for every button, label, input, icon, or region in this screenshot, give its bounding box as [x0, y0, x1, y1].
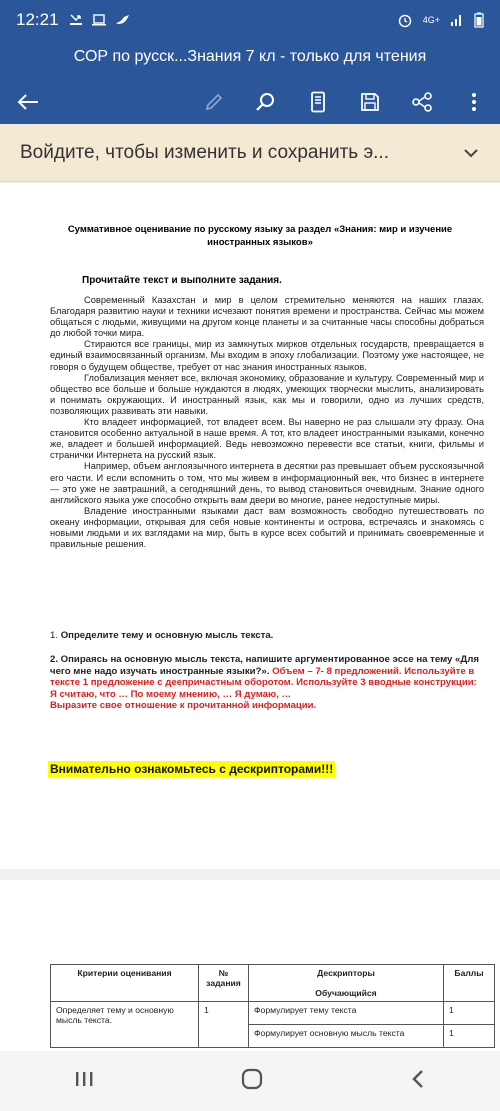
table-row — [51, 1002, 495, 1025]
header-task-no: № задания — [199, 965, 249, 1002]
laptop-icon — [91, 13, 107, 27]
question-2 — [50, 654, 480, 712]
edit-button[interactable] — [188, 80, 240, 124]
reading-view-button[interactable] — [292, 80, 344, 124]
header-descriptors — [249, 965, 444, 1002]
question-1-text: Определите тему и основную мысль текста. — [60, 630, 274, 641]
paragraph: Современный Казахстан и мир в целом стремительно меняются на наших глазах. Благодаря развитию науки и техники исчезают понятия времени и пространства. Сейчас мы можем общаться с людьми, живущими на другом конце планеты и за считанные часы способны добраться до любой точки мира. — [50, 295, 484, 339]
header-criteria: Критерии оценивания — [51, 965, 199, 1002]
cell-task-no: 1 — [199, 1002, 249, 1048]
paragraph: Глобализация меняет все, включая экономику, образование и культуру. Современный мир и общество все больше и больше нуждаются в людях, умеющих творчески мыслить, анализировать и понимать окружающих. И иностранный язык, как мы и говорили, одно из лучших средств, позволяющих развивать эти навыки. — [50, 372, 484, 416]
chevron-left-icon — [409, 1068, 427, 1090]
cell-criteria: Определяет тему и основную мысль текста. — [51, 1002, 199, 1048]
chevron-down-icon[interactable] — [462, 147, 480, 159]
cell-points: 1 — [444, 1025, 495, 1048]
save-button[interactable] — [344, 80, 396, 124]
header-points: Баллы — [444, 965, 495, 1002]
banner-text: Войдите, чтобы изменить и сохранить э... — [20, 141, 389, 163]
more-vertical-icon — [470, 91, 478, 113]
cell-descriptor: Формулирует основную мысль текста — [249, 1025, 444, 1048]
criteria-table — [50, 964, 495, 1048]
document-name: СОР по русск...Знания 7 кл - только для чтения — [73, 48, 427, 65]
question-2-opinion: Выразите свое отношение к прочитанной информации. — [50, 700, 317, 712]
toolbar-actions — [188, 80, 500, 124]
share-icon — [411, 91, 433, 113]
paragraph: Владение иностранными языками даст вам возможность свободно путешествовать по океану информации, открывая для себя новые континенты и острова, встречаясь и знакомясь с новыми людьми и их взглядами на мир, быть в курсе всех событий и принимать своевременные и правильные решения. — [50, 505, 484, 550]
document-title-bar — [0, 40, 500, 80]
network-type: 4G+ — [422, 15, 440, 25]
question-1 — [50, 630, 273, 641]
more-options-button[interactable] — [448, 80, 500, 124]
back-nav-button[interactable] — [409, 1068, 427, 1095]
arrow-left-icon — [16, 92, 40, 112]
cell-descriptor: Формулирует тему текста — [249, 1002, 444, 1025]
missed-call-icon — [69, 13, 83, 27]
paragraph: Кто владеет информацией, тот владеет всем. Вы наверно не раз слышали эту фразу. Она становится особенно актуальной в наше время. А тот, кто владеет иностранными языками, конечно же, владеет и большей информацией. Ведь невозможно перевести все статьи, книги, фильмы и странички Интернета на русский язык. — [50, 417, 484, 461]
system-nav-bar — [0, 1051, 500, 1111]
document-heading: Суммативное оценивание по русскому языку за раздел «Знания: мир и изучение иностранных языков» — [67, 224, 453, 248]
search-icon — [255, 91, 277, 113]
phone-layout-icon — [308, 91, 328, 113]
document-page-2 — [0, 880, 500, 1051]
document-page — [0, 183, 500, 869]
paragraph: Например, объем англоязычного интернета в десятки раз превышает объем русскоязычной его части. И если вспомнить о том, что мы живем в информационный век, что бизнес в интернете — это уже не завтрашний, а сегодняшний день, то вывод становиться очевидным. Знание одного английского языка уже способно открыть вам двери во многие, ранее недоступные миры. — [50, 461, 484, 505]
recent-apps-button[interactable] — [73, 1069, 95, 1094]
question-2-text: 2. Опираясь на основную мысль текста, напишите аргументированное эссе на тему «Для чего мне надо изучать иностранные языки?». — [50, 654, 479, 677]
header-descriptors-title: Дескрипторы — [317, 968, 375, 978]
signal-icon — [450, 13, 464, 27]
search-button[interactable] — [240, 80, 292, 124]
recent-apps-icon — [73, 1069, 95, 1089]
battery-icon — [474, 12, 484, 28]
cell-points: 1 — [444, 1002, 495, 1025]
status-time: 12:21 — [16, 10, 59, 29]
status-left-icons — [69, 13, 131, 27]
header-descriptors-sub: Обучающийся — [315, 988, 377, 998]
document-body — [50, 295, 484, 550]
alarm-icon — [397, 12, 413, 28]
status-bar — [0, 0, 500, 40]
instruction: Прочитайте текст и выполните задания. — [82, 275, 282, 286]
pencil-icon — [203, 91, 225, 113]
save-icon — [359, 91, 381, 113]
toolbar — [0, 80, 500, 124]
paragraph: Стираются все границы, мир из замкнутых мирков отдельных государств, превращается в единый взаимосвязанный организм. Мы входим в эпоху глобализации. Поэтому уже настоящее, не говоря о будущем обществе, требует от нас знания иностранных языков. — [50, 339, 484, 372]
question-1-number: 1. — [50, 630, 59, 641]
home-button[interactable] — [240, 1067, 264, 1096]
status-right-icons — [397, 12, 484, 28]
descriptors-notice: Внимательно ознакомьтесь с дескрипторами!!! — [50, 762, 334, 776]
table-header-row — [51, 965, 495, 1002]
share-button[interactable] — [396, 80, 448, 124]
home-icon — [240, 1067, 264, 1091]
back-button[interactable] — [0, 92, 56, 112]
question-2-requirements: Объем – 7- 8 предложений. Используйте в тексте 1 предложение с деепричастным оборотом. Используйте 3 вводные конструкции: Я считаю, что … По моему мнению, … Я думаю, … — [50, 665, 477, 700]
bird-icon — [115, 13, 131, 27]
sign-in-banner[interactable] — [0, 124, 500, 182]
